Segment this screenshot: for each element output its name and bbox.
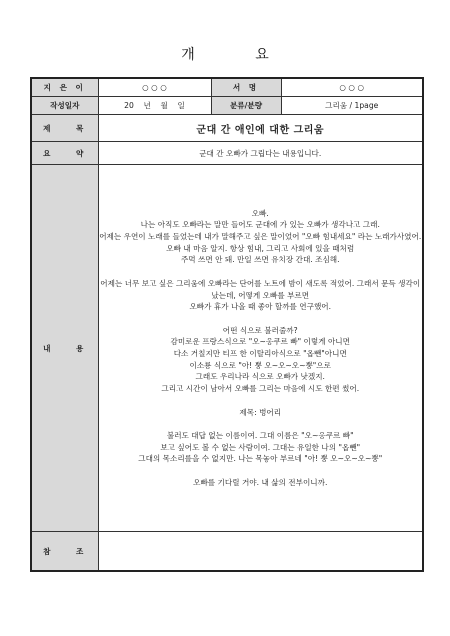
date-label: 작성일자 [31,97,98,115]
poem-body: 불러도 대답 없는 이름이여. 그대 이름은 "오~옹쿠르 빠" 보고 싶어도 볼 수 없는 사람이여. 그대는 유일한 나의 "옵뺀" 그대의 목소리를을 수 없지만. 나는 목놓아 부르네 "아! 뿡 오~오~오~뿡" [138,430,383,464]
author-label: 지 은 이 [31,78,98,97]
content-paragraph: 오빠를 기다릴 거야. 내 삶의 전부이니까. [193,477,328,487]
content-paragraph: 오빠. 나는 아직도 오빠라는 말만 들어도 군대에 가 있는 오빠가 생각나고 그래. 어제는 우연이 노래를 들었는데 내가 말해주고 싶은 말이었어 "오빠 힘내세요" 라는 노래가사였어. 오빠 내 마음 알지. 항상 힘내, 그리고 사회에 있을 때처럼 주먹 쓰면 안 돼. 만일 쓰면 유치장 간대. 조심해. [99,208,422,265]
page-title: 개 요 [181,47,297,63]
subject-label: 제 목 [31,115,98,142]
subject-value: 군대 간 애인에 대한 그리움 [98,115,423,142]
content-label: 내 용 [31,165,98,532]
content-row [31,165,423,532]
poem-title: 제목: 벙어리 [239,407,282,417]
author-row [31,78,423,97]
content-paragraph: 어떤 식으로 불러줄까? 감미로운 프랑스식으로 "오~옹쿠르 빠" 이렇게 아니면 다소 거칠지만 티프 한 이탈리아식으로 "옵뺀"아니면 이소룡 식으로 "아! 뿡 오~오~오~뿡"으로 그래도 우리나라 식으로 오빠가 낫겠지. 그리고 시간이 남아서 오빠를 그리는 마음에 시도 한편 썼어. [161,325,360,394]
reviewer-label: 서 명 [211,78,281,97]
summary-row [31,142,423,165]
outline-form-table [30,77,424,572]
content-paragraph: 어제는 너무 보고 싶은 그리움에 오빠라는 단어를 노트에 밤이 새도록 적었어. 그래서 문득 생각이 났는데, 어떻게 오빠를 부르면 오빠가 휴가 나올 때 좋아 할까를 연구했어. [100,278,421,312]
reviewer-value: ○ ○ ○ [281,78,423,97]
date-value: 20 년 월 일 [98,97,211,115]
content-body [98,165,423,532]
subject-row [31,115,423,142]
category-label: 분류/분량 [211,97,281,115]
reference-row [31,532,423,572]
summary-value: 군대 간 오빠가 그립다는 내용입니다. [98,142,423,165]
date-row [31,97,423,115]
summary-label: 요 약 [31,142,98,165]
reference-label: 참 조 [31,532,98,572]
reference-value [98,532,423,572]
author-value: ○ ○ ○ [98,78,211,97]
category-value: 그리움 / 1page [281,97,423,115]
